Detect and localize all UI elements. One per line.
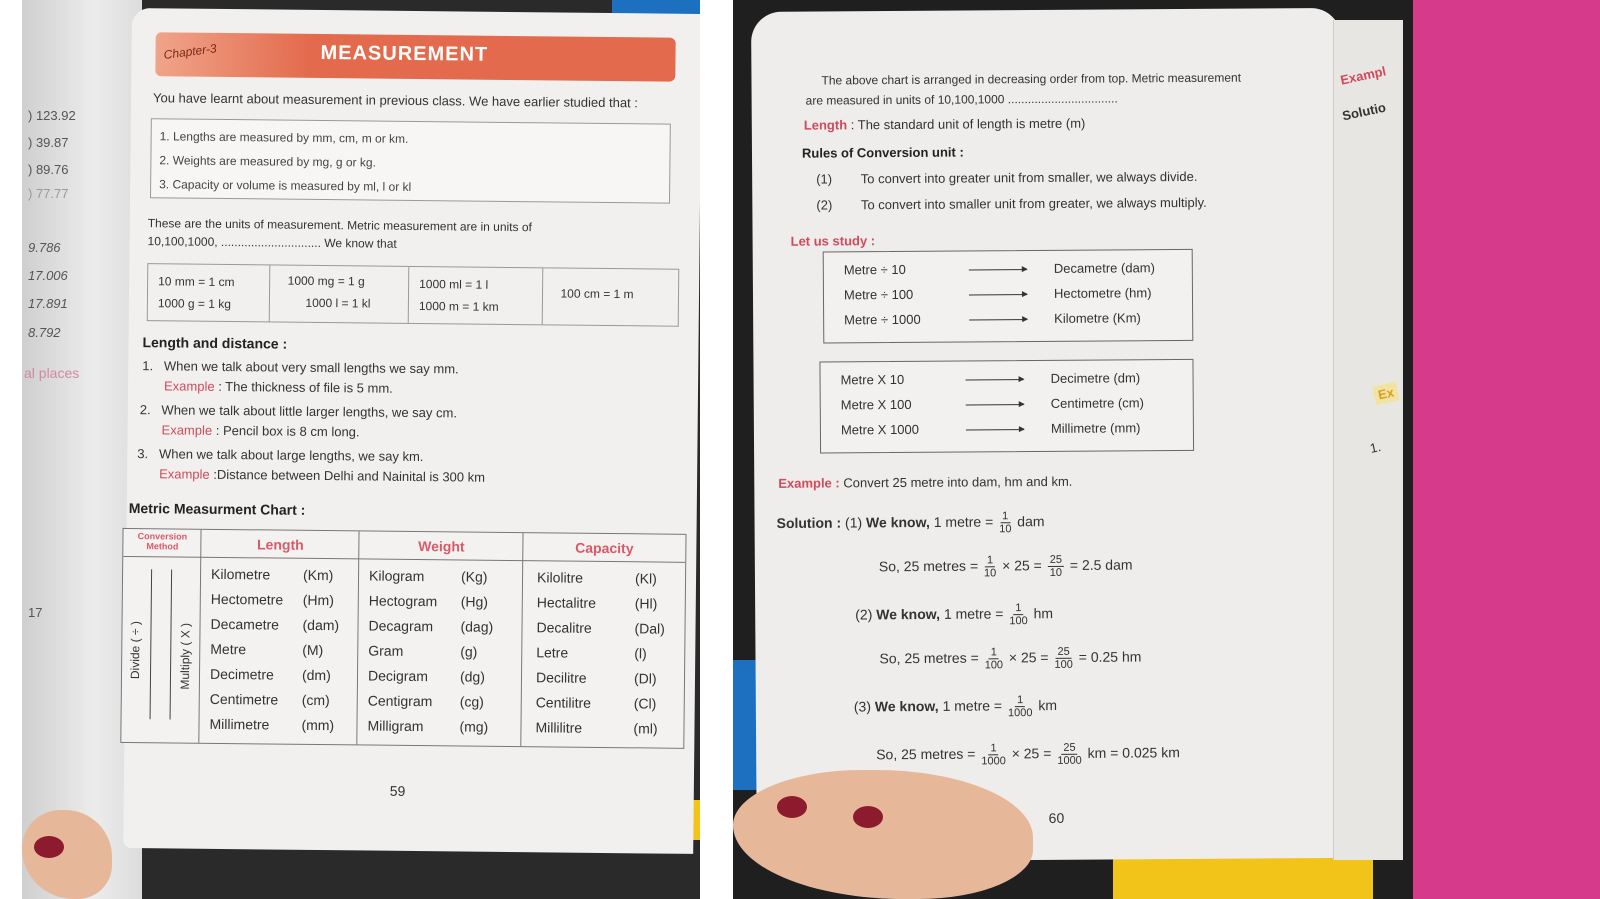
result-text: = 0.25 hm [1078,648,1142,665]
solution-2-fact [855,602,1053,628]
chart-unit-name: Hectometre [210,590,284,608]
prev-page-number: ) 123.92 [28,108,76,123]
chart-unit-symbol: (l) [634,645,647,662]
solution-2-calc [879,645,1141,672]
prev-page-number: 8.792 [28,325,61,340]
rule-1 [816,169,1197,187]
chart-unit-name: Gram [368,642,404,659]
units-value: 1000 ml = 1 l [419,277,489,292]
chart-unit-name: Hectogram [368,592,438,610]
prev-page-number: 17 [28,605,43,620]
chart-column-length [199,530,359,745]
so-text: So, 25 metres = [879,649,979,667]
example-text: :Distance between Delhi and Nainital is 300 km [213,466,486,485]
chapter-banner [155,32,675,81]
divide-label: Divide ( ÷ ) [127,621,143,680]
units-table [147,263,680,327]
result-text: km = 0.025 km [1087,744,1180,761]
right-arrow-icon [966,429,1024,430]
denominator: 10 [999,523,1012,536]
multiply-rows [820,360,1192,438]
chart-unit-name: Decagram [368,617,434,635]
units-value: 1000 m = 1 km [418,299,499,314]
solution-number: (1) [844,514,863,531]
chart-unit-name: Metre [210,640,247,658]
chart-unit-name: Kilometre [210,565,271,583]
example-text: Convert 25 metre into dam, hm and km. [843,473,1073,491]
chart-unit-name: Letre [536,644,569,661]
we-know-label: We know, [865,513,930,531]
chart-unit-symbol: (Kl) [634,570,657,587]
conversion-expression: Metre ÷ 1000 [844,311,921,328]
fact-text: 1 metre = [943,605,1004,622]
calc-text: × 25 = [1011,745,1052,762]
intro-point: 3. Capacity or volume is measured by ml, l or kl [159,177,412,194]
fingernail [853,806,883,828]
fraction [1057,742,1082,767]
intro-text: You have learnt about measurement in previous class. We have earlier studied that : [152,90,639,111]
units-cell [409,267,543,324]
next-page-word: 1. [1368,439,1383,456]
chart-unit-symbol: (Hm) [302,591,335,609]
example-label: Example : [778,475,840,491]
unit-text: hm [1033,605,1054,622]
conversion-expression: Metre ÷ 10 [843,261,906,278]
units-cell [269,265,409,322]
chart-unit-symbol: (ml) [633,720,658,737]
paragraph-line: are measured in units of 10,100,1000 ................................. [805,91,1118,108]
next-page-word: Exampl [1338,63,1388,88]
unit-text: km [1038,697,1058,714]
chart-unit-symbol: (dag) [460,618,494,635]
example-label: Example [159,466,210,482]
conversion-result: Millimetre (mm) [1050,420,1141,436]
conversion-expression: Metre ÷ 100 [843,286,914,303]
so-text: So, 25 metres = [878,557,979,575]
numerator: 1 [985,554,995,567]
example-label: Example [161,422,213,438]
units-value: 1000 l = 1 kl [305,295,371,311]
conversion-result: Kilometre (Km) [1054,310,1141,326]
rule-text: To convert into greater unit from smaller, we always divide. [860,168,1198,187]
chart-unit-symbol: (M) [302,641,324,659]
fraction [984,554,996,579]
page-number: 60 [1048,809,1065,826]
prev-page-number: ) 89.76 [28,162,69,177]
length-definition [804,116,1086,133]
rules-heading: Rules of Conversion unit : [801,144,964,161]
right-arrow-icon [969,319,1027,320]
chart-column-weight [357,531,523,746]
rule-2 [816,195,1207,213]
denominator: 1000 [1057,754,1082,767]
conversion-result: Decametre (dam) [1053,260,1155,276]
chart-unit-symbol: (dam) [302,616,340,634]
denominator: 10 [1049,566,1063,579]
units-cell [542,268,678,325]
fraction [985,646,1004,671]
prev-page-number: ) 39.87 [28,135,69,150]
chart-unit-name: Kilogram [368,567,425,585]
numerator: 1 [988,742,998,755]
units-value: 1000 g = 1 kg [157,296,232,312]
chart-unit-symbol: (dg) [459,668,486,685]
divide-conversion-box [823,249,1194,344]
calc-text: × 25 = [1008,649,1049,666]
units-value: 100 cm = 1 m [560,286,634,302]
conversion-expression: Metre X 10 [840,371,905,388]
solution-number: (2) [855,606,873,623]
rule-text: To convert into smaller unit from greater, we always multiply. [860,194,1207,213]
metric-measurement-chart [120,528,686,749]
length-text: : The standard unit of length is metre (m) [850,115,1086,133]
chart-unit-name: Centimetre [209,690,279,708]
chart-heading: Metric Measurment Chart : [128,499,306,518]
we-know-label: We know, [876,605,941,623]
numerator: 1 [989,646,999,659]
chart-unit-symbol: (Hl) [634,595,658,612]
rule-number: (1) [816,171,833,187]
fraction [999,510,1011,535]
point-text: When we talk about large lengths, we say km. [158,446,424,465]
example-text: : The thickness of file is 5 mm. [218,378,393,396]
length-point-3 [137,446,423,464]
conversion-result: Centimetre (cm) [1050,395,1144,411]
units-text: These are the units of measurement. Metric measurement are in units of [147,216,532,235]
chart-unit-symbol: (dm) [301,666,331,684]
example-line [778,474,1072,491]
chart-unit-symbol: (Kg) [460,568,488,585]
multiply-conversion-box [819,359,1194,454]
chart-unit-name: Decametre [210,615,280,633]
solution-1-fact [776,510,1044,537]
chart-unit-name: Centilitre [535,694,592,711]
chart-unit-symbol: (g) [460,643,478,660]
chart-unit-name: Centigram [367,692,433,710]
page-number: 59 [389,782,406,799]
denominator: 10 [983,567,997,580]
prev-page-number: 17.891 [28,296,68,311]
divide-rows [824,250,1192,328]
hand [733,770,1033,899]
prev-page-number: 17.006 [28,268,68,283]
numerator: 25 [1048,554,1064,567]
calc-text: × 25 = [1002,557,1042,574]
units-value: 10 mm = 1 cm [158,274,235,290]
chart-unit-symbol: (mm) [301,716,335,734]
right-arrow-icon [966,379,1024,380]
numerator: 25 [1055,646,1071,659]
next-page-edge [1333,20,1403,860]
chart-unit-name: Decalitre [536,619,592,636]
units-cell [148,264,270,321]
chart-unit-name: Milligram [367,717,424,735]
chart-unit-symbol: (cg) [459,693,484,710]
fraction [1054,646,1073,671]
right-arrow-icon [969,294,1027,295]
chart-unit-name: Millimetre [209,715,270,733]
chart-unit-symbol: (Dl) [633,670,657,687]
solution-label: Solution : [776,514,842,532]
solution-3-calc [876,741,1180,768]
solution-1-calc [879,553,1133,580]
length-example-2 [162,422,360,439]
intro-point: 1. Lengths are measured by mm, cm, m or km. [159,129,409,146]
point-number: 1. [142,358,154,374]
denominator: 1000 [1007,707,1033,720]
numerator: 1 [1013,602,1023,615]
chart-unit-symbol: (Hg) [460,593,489,610]
right-photo [733,0,1600,899]
intro-point: 2. Weights are measured by mg, g or kg. [159,153,377,170]
chart-header: Weight [359,531,523,561]
fact-text: 1 metre = [933,513,994,530]
chart-unit-symbol: (mg) [459,718,489,735]
so-text: So, 25 metres = [876,745,976,763]
chapter-title: MEASUREMENT [320,41,489,66]
numerator: 1 [1000,510,1010,523]
fingernail [777,796,807,818]
length-example-1 [164,378,393,395]
units-value: 1000 mg = 1 g [287,273,365,289]
fraction [1008,694,1033,719]
unit-text: dam [1017,513,1045,530]
chart-unit-name: Kilolitre [536,569,584,586]
length-point-1 [142,358,459,376]
chart-unit-name: Millilitre [535,719,583,736]
length-point-2 [140,402,457,420]
rule-number: (2) [816,197,833,213]
point-number: 3. [137,446,149,462]
prev-page-margin-word: al places [24,365,80,381]
length-example-3 [159,466,485,484]
fraction [1009,602,1028,627]
solution-3-fact [854,694,1057,720]
denominator: 100 [984,659,1004,672]
desk-surface [1413,0,1600,899]
next-page-word: Solutio [1340,99,1388,124]
numerator: 1 [1015,694,1025,707]
prev-page-number: ) 77.77 [28,186,69,201]
chart-unit-symbol: (Cl) [633,695,657,712]
numerator: 25 [1061,742,1077,755]
fraction [1048,554,1064,579]
multiply-label: Multiply ( X ) [177,622,193,690]
denominator: 100 [1009,615,1028,628]
units-text: 10,100,1000, .............................. We know that [147,234,397,251]
chart-unit-name: Decilitre [535,669,587,686]
textbook-page-60 [751,8,1347,862]
chart-header: Capacity [523,533,685,563]
chart-unit-symbol: (Km) [302,566,334,584]
fact-text: 1 metre = [942,697,1003,714]
paragraph-line: The above chart is arranged in decreasing order from top. Metric measurement [821,70,1242,88]
left-photo [22,0,700,899]
solution-number: (3) [853,698,872,715]
point-text: When we talk about little larger lengths, we say cm. [161,402,458,421]
chart-unit-name: Decimetre [209,665,274,683]
denominator: 100 [1054,658,1073,671]
fraction [981,742,1006,767]
right-arrow-icon [966,404,1024,405]
chart-header: Length [201,530,359,560]
chart-unit-name: Decigram [367,667,429,685]
fingernail [34,836,64,858]
conversion-expression: Metre X 1000 [840,421,920,438]
next-page-word: Ex [1372,382,1399,406]
prev-page-number: 9.786 [28,240,61,255]
denominator: 1000 [981,755,1006,768]
example-label: Example [163,378,215,394]
length-label: Length [803,117,848,133]
chart-unit-symbol: (Dal) [634,620,665,637]
chapter-label: Chapter-3 [162,41,218,62]
conversion-result: Hectometre (hm) [1053,285,1152,301]
chart-unit-symbol: (cm) [301,691,330,709]
right-arrow-icon [969,269,1027,270]
let-us-study-label: Let us study : [790,233,876,249]
chart-header: Conversion Method [123,529,201,558]
conversion-result: Decimetre (dm) [1050,370,1141,386]
length-heading: Length and distance : [142,334,288,352]
chart-unit-name: Hectalitre [536,594,597,611]
intro-points-box [150,118,671,203]
we-know-label: We know, [874,697,939,715]
conversion-expression: Metre X 100 [840,396,912,413]
example-text: : Pencil box is 8 cm long. [215,422,360,440]
point-text: When we talk about very small lengths we say mm. [163,358,459,377]
point-number: 2. [139,402,151,418]
textbook-page-59 [123,8,700,854]
result-text: = 2.5 dam [1069,556,1133,573]
